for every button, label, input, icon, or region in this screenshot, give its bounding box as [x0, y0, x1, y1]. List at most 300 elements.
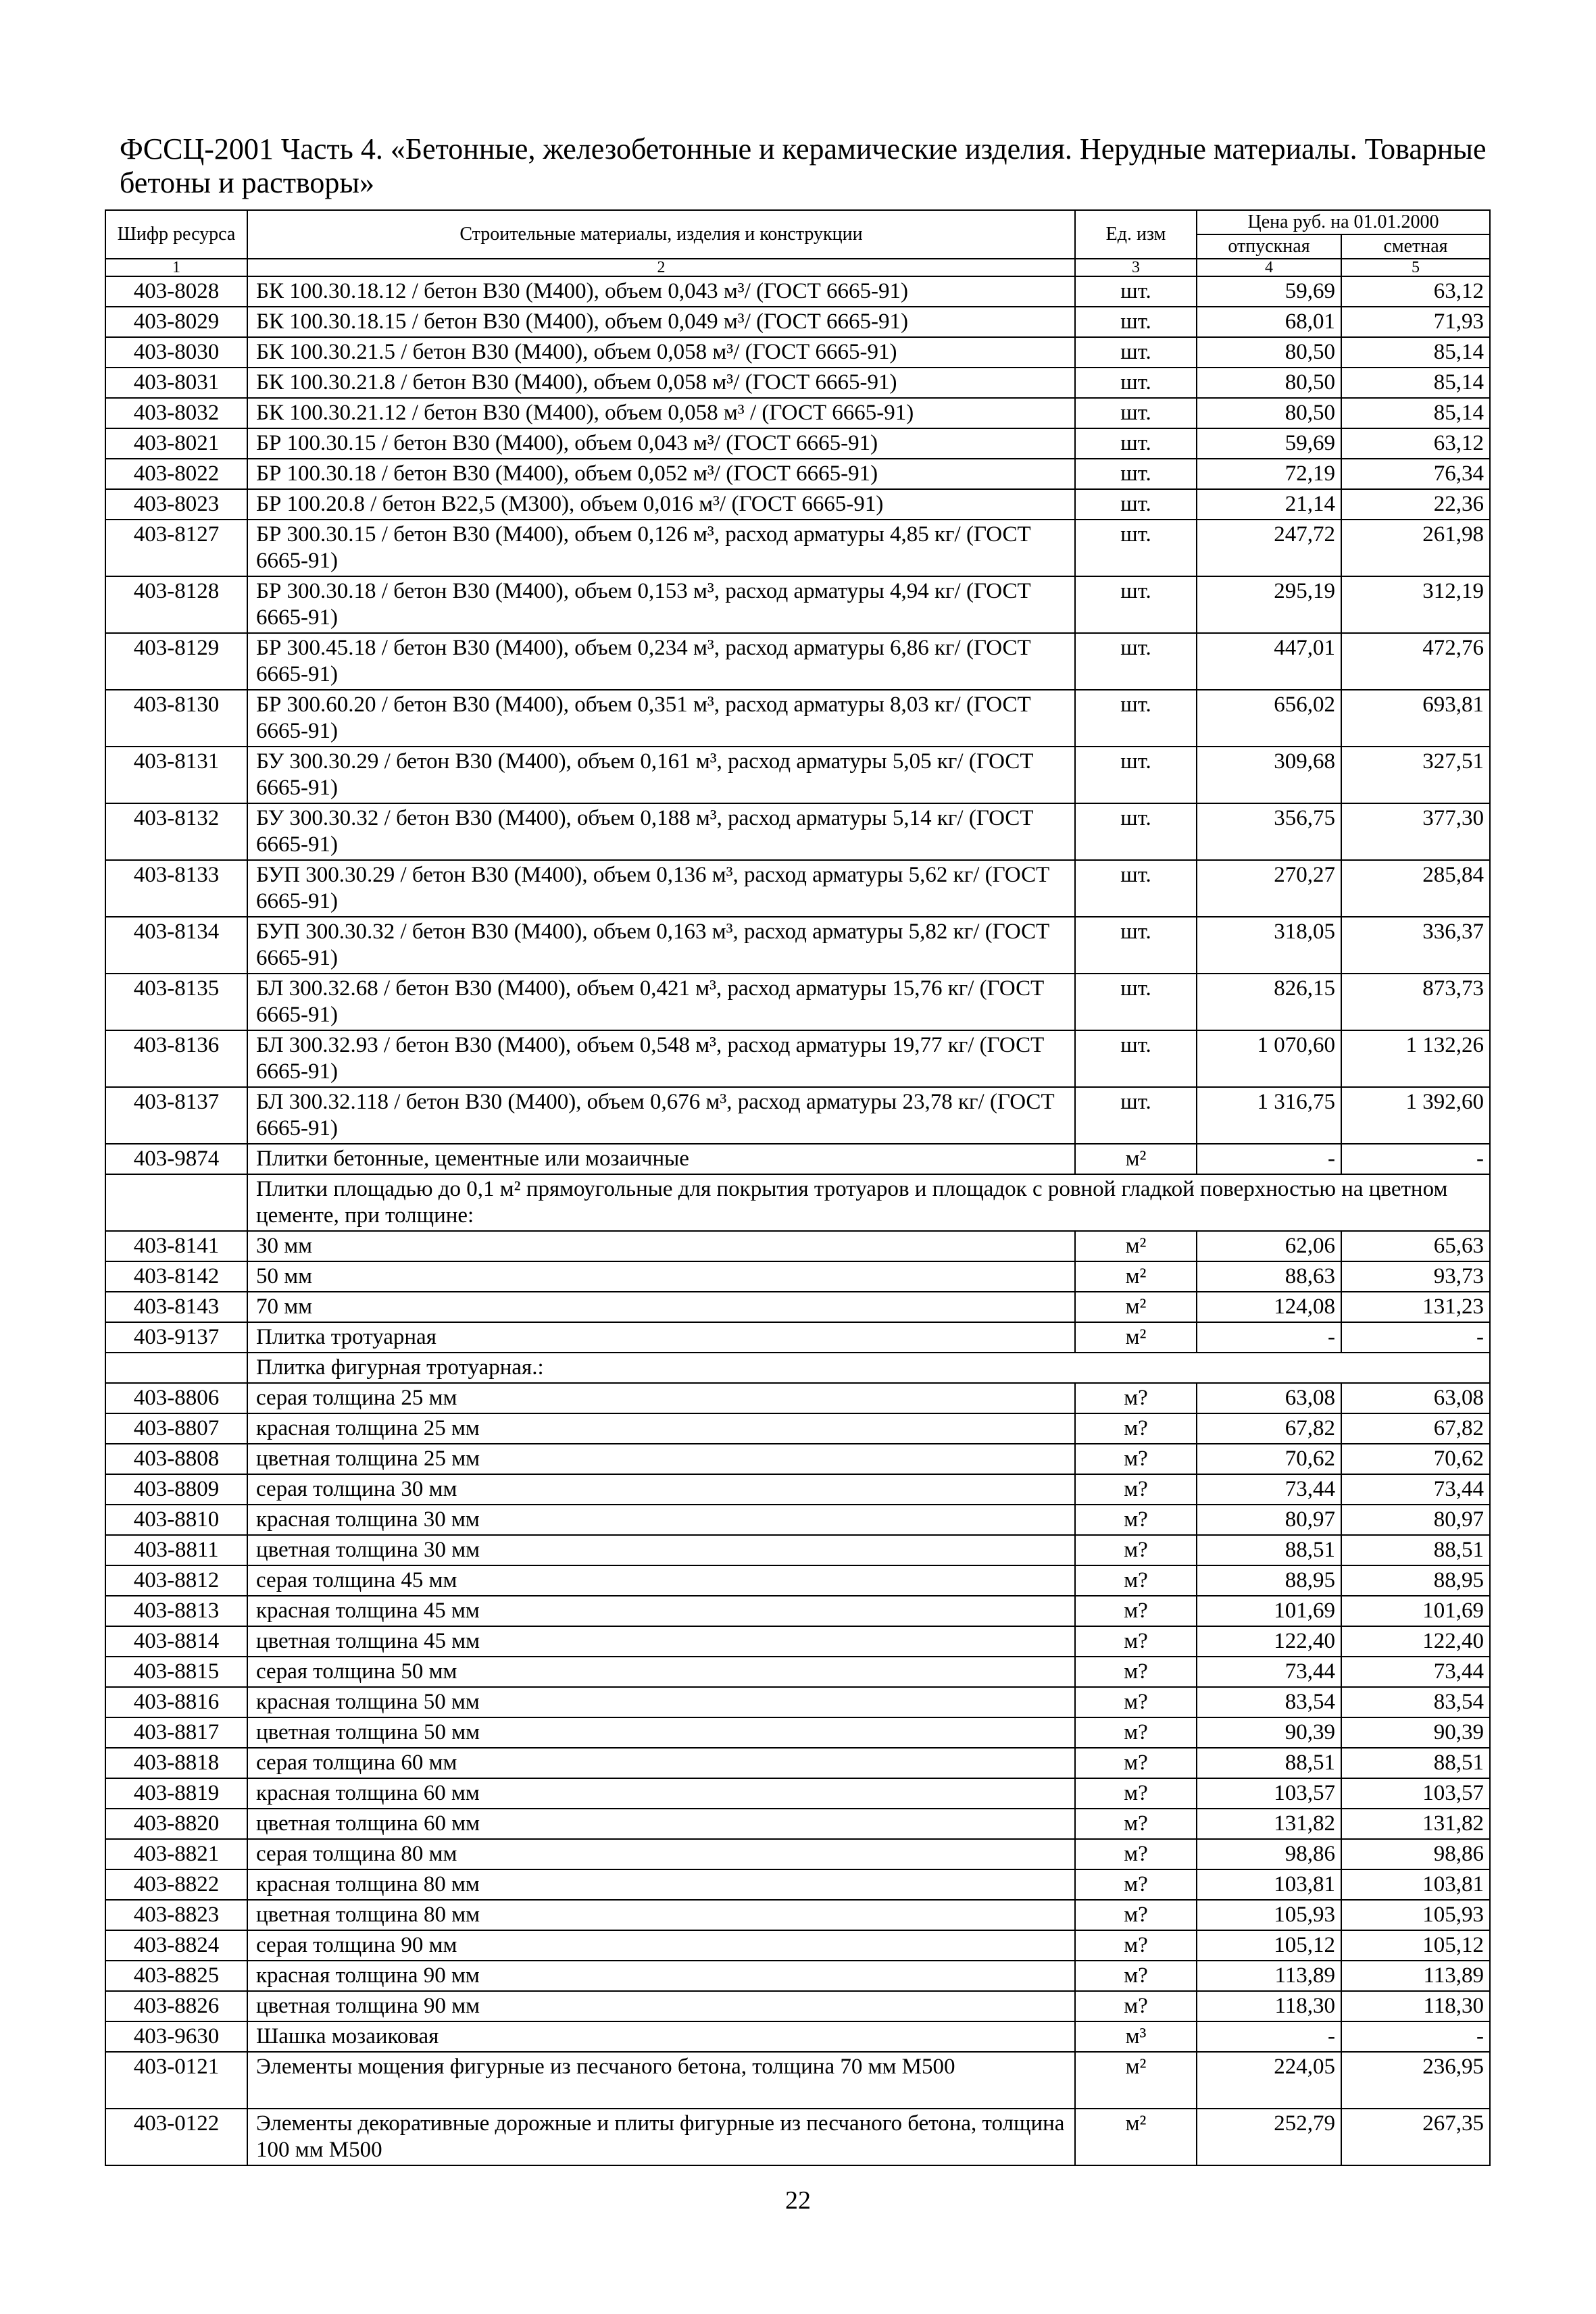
resource-code: 403-8811	[105, 1535, 247, 1565]
section-heading: Плитка фигурная тротуарная.:	[247, 1353, 1490, 1383]
estimate-price: 131,82	[1341, 1809, 1490, 1839]
retail-price: 80,50	[1197, 368, 1341, 398]
table-row	[105, 1687, 1490, 1717]
unit: шт.	[1075, 307, 1197, 337]
item-name: цветная толщина 80 мм	[247, 1900, 1075, 1930]
table-row	[105, 1596, 1490, 1626]
retail-price: 98,86	[1197, 1839, 1341, 1869]
unit: м?	[1075, 1809, 1197, 1839]
item-name: БК 100.30.18.12 / бетон В30 (М400), объем 0,043 м³/ (ГОСТ 6665-91)	[247, 276, 1075, 307]
table-row	[105, 398, 1490, 428]
item-name: серая толщина 50 мм	[247, 1657, 1075, 1687]
estimate-price: -	[1341, 1144, 1490, 1174]
retail-price: 118,30	[1197, 1991, 1341, 2021]
resource-code: 403-8815	[105, 1657, 247, 1687]
table-row	[105, 368, 1490, 398]
unit: м?	[1075, 1626, 1197, 1657]
resource-code: 403-8813	[105, 1596, 247, 1626]
table-row	[105, 1869, 1490, 1900]
unit: м²	[1075, 2052, 1197, 2109]
retail-price: 80,50	[1197, 337, 1341, 368]
table-row	[105, 489, 1490, 520]
table-row	[105, 1961, 1490, 1991]
retail-price: 656,02	[1197, 690, 1341, 747]
estimate-price: 98,86	[1341, 1839, 1490, 1869]
retail-price: 88,95	[1197, 1565, 1341, 1596]
retail-price: 73,44	[1197, 1657, 1341, 1687]
estimate-price: 63,12	[1341, 276, 1490, 307]
retail-price: 356,75	[1197, 803, 1341, 860]
retail-price: 252,79	[1197, 2109, 1341, 2165]
table-row	[105, 2109, 1490, 2165]
header-name: Строительные материалы, изделия и конструкции	[247, 210, 1075, 259]
resource-code: 403-8133	[105, 860, 247, 917]
header-retail: отпускная	[1197, 234, 1341, 259]
item-name: БЛ 300.32.118 / бетон В30 (М400), объем 0,676 м³, расход арматуры 23,78 кг/ (ГОСТ 6665-91)	[247, 1087, 1075, 1144]
table-row	[105, 1322, 1490, 1353]
unit: шт.	[1075, 633, 1197, 690]
table-row	[105, 974, 1490, 1030]
estimate-price: 103,81	[1341, 1869, 1490, 1900]
resource-code: 403-8029	[105, 307, 247, 337]
retail-price: 224,05	[1197, 2052, 1341, 2109]
item-name: красная толщина 30 мм	[247, 1505, 1075, 1535]
retail-price: -	[1197, 2021, 1341, 2052]
empty-cell	[105, 1353, 247, 1383]
retail-price: 101,69	[1197, 1596, 1341, 1626]
estimate-price: 105,12	[1341, 1930, 1490, 1961]
unit: м²	[1075, 1322, 1197, 1353]
unit: шт.	[1075, 459, 1197, 489]
retail-price: 59,69	[1197, 276, 1341, 307]
table-row	[105, 1535, 1490, 1565]
estimate-price: 1 132,26	[1341, 1030, 1490, 1087]
retail-price: -	[1197, 1322, 1341, 1353]
estimate-price: 90,39	[1341, 1717, 1490, 1748]
retail-price: 80,97	[1197, 1505, 1341, 1535]
estimate-price: 71,93	[1341, 307, 1490, 337]
table-row	[105, 1505, 1490, 1535]
unit: шт.	[1075, 398, 1197, 428]
estimate-price: -	[1341, 2021, 1490, 2052]
resource-code: 403-8141	[105, 1231, 247, 1261]
unit: шт.	[1075, 747, 1197, 803]
table-row	[105, 1657, 1490, 1687]
unit: м?	[1075, 1383, 1197, 1413]
retail-price: 105,12	[1197, 1930, 1341, 1961]
retail-price: 62,06	[1197, 1231, 1341, 1261]
item-name: красная толщина 50 мм	[247, 1687, 1075, 1717]
estimate-price: 377,30	[1341, 803, 1490, 860]
unit: м?	[1075, 1687, 1197, 1717]
item-name: 70 мм	[247, 1292, 1075, 1322]
estimate-price: 73,44	[1341, 1474, 1490, 1505]
item-name: БР 300.30.18 / бетон В30 (М400), объем 0,153 м³, расход арматуры 4,94 кг/ (ГОСТ 6665-91)	[247, 576, 1075, 633]
table-row	[105, 1383, 1490, 1413]
retail-price: 309,68	[1197, 747, 1341, 803]
estimate-price: 85,14	[1341, 398, 1490, 428]
unit: м?	[1075, 1657, 1197, 1687]
item-name: цветная толщина 50 мм	[247, 1717, 1075, 1748]
table-row	[105, 2021, 1490, 2052]
retail-price: 270,27	[1197, 860, 1341, 917]
unit: м?	[1075, 1930, 1197, 1961]
retail-price: -	[1197, 1144, 1341, 1174]
unit: шт.	[1075, 690, 1197, 747]
estimate-price: 327,51	[1341, 747, 1490, 803]
table-row	[105, 1144, 1490, 1174]
retail-price: 1 316,75	[1197, 1087, 1341, 1144]
item-name: 30 мм	[247, 1231, 1075, 1261]
resource-code: 403-8818	[105, 1748, 247, 1778]
unit: шт.	[1075, 489, 1197, 520]
estimate-price: 873,73	[1341, 974, 1490, 1030]
item-name: серая толщина 60 мм	[247, 1748, 1075, 1778]
item-name: серая толщина 80 мм	[247, 1839, 1075, 1869]
estimate-price: 76,34	[1341, 459, 1490, 489]
item-name: цветная толщина 30 мм	[247, 1535, 1075, 1565]
resource-code: 403-8028	[105, 276, 247, 307]
estimate-price: 103,57	[1341, 1778, 1490, 1809]
table-row	[105, 1900, 1490, 1930]
document-title: ФССЦ-2001 Часть 4. «Бетонные, железобетонные и керамические изделия. Нерудные материалы. Товарные бетоны и растворы»	[120, 132, 1487, 199]
table-row	[105, 337, 1490, 368]
retail-price: 113,89	[1197, 1961, 1341, 1991]
estimate-price: 336,37	[1341, 917, 1490, 974]
item-name: Шашка мозаиковая	[247, 2021, 1075, 2052]
estimate-price: 1 392,60	[1341, 1087, 1490, 1144]
retail-price: 124,08	[1197, 1292, 1341, 1322]
estimate-price: 261,98	[1341, 520, 1490, 576]
unit: шт.	[1075, 917, 1197, 974]
resource-code: 403-8816	[105, 1687, 247, 1717]
header-code: Шифр ресурса	[105, 210, 247, 259]
item-name: красная толщина 80 мм	[247, 1869, 1075, 1900]
retail-price: 103,57	[1197, 1778, 1341, 1809]
page-number: 22	[785, 2186, 811, 2215]
resource-code: 403-8134	[105, 917, 247, 974]
item-name: 50 мм	[247, 1261, 1075, 1292]
unit: м²	[1075, 1231, 1197, 1261]
item-name: БР 100.30.18 / бетон В30 (М400), объем 0,052 м³/ (ГОСТ 6665-91)	[247, 459, 1075, 489]
table-row	[105, 1991, 1490, 2021]
unit: шт.	[1075, 803, 1197, 860]
item-name: БК 100.30.21.12 / бетон В30 (М400), объем 0,058 м³ / (ГОСТ 6665-91)	[247, 398, 1075, 428]
table-row	[105, 1261, 1490, 1292]
table-row	[105, 307, 1490, 337]
item-name: цветная толщина 25 мм	[247, 1444, 1075, 1474]
table-row	[105, 633, 1490, 690]
estimate-price: 73,44	[1341, 1657, 1490, 1687]
retail-price: 73,44	[1197, 1474, 1341, 1505]
empty-cell	[105, 1174, 247, 1231]
table-row	[105, 459, 1490, 489]
retail-price: 83,54	[1197, 1687, 1341, 1717]
estimate-price: 67,82	[1341, 1413, 1490, 1444]
section-heading: Плитки площадью до 0,1 м² прямоугольные для покрытия тротуаров и площадок с ровной гладкой поверхностью на цветном цементе, при толщине:	[247, 1174, 1490, 1231]
resource-code: 403-8130	[105, 690, 247, 747]
table-row	[105, 1444, 1490, 1474]
resource-code: 403-8810	[105, 1505, 247, 1535]
item-name: Элементы декоративные дорожные и плиты фигурные из песчаного бетона, толщина 100 мм М500	[247, 2109, 1075, 2165]
header-unit: Ед. изм	[1075, 210, 1197, 259]
estimate-price: -	[1341, 1322, 1490, 1353]
item-name: цветная толщина 45 мм	[247, 1626, 1075, 1657]
estimate-price: 105,93	[1341, 1900, 1490, 1930]
unit: м?	[1075, 1505, 1197, 1535]
resource-code: 403-0122	[105, 2109, 247, 2165]
unit: м?	[1075, 1961, 1197, 1991]
item-name: БК 100.30.21.8 / бетон В30 (М400), объем 0,058 м³/ (ГОСТ 6665-91)	[247, 368, 1075, 398]
table-row	[105, 1717, 1490, 1748]
table-row	[105, 1809, 1490, 1839]
item-name: БЛ 300.32.68 / бетон В30 (М400), объем 0,421 м³, расход арматуры 15,76 кг/ (ГОСТ 6665-91)	[247, 974, 1075, 1030]
item-name: БУП 300.30.32 / бетон В30 (М400), объем 0,163 м³, расход арматуры 5,82 кг/ (ГОСТ 6665-91)	[247, 917, 1075, 974]
item-name: красная толщина 25 мм	[247, 1413, 1075, 1444]
retail-price: 447,01	[1197, 633, 1341, 690]
resource-code: 403-8825	[105, 1961, 247, 1991]
resource-code: 403-8821	[105, 1839, 247, 1869]
table-row	[105, 747, 1490, 803]
retail-price: 105,93	[1197, 1900, 1341, 1930]
resource-code: 403-8812	[105, 1565, 247, 1596]
table-row	[105, 520, 1490, 576]
resource-code: 403-8817	[105, 1717, 247, 1748]
resource-code: 403-8807	[105, 1413, 247, 1444]
table-row	[105, 1839, 1490, 1869]
retail-price: 88,51	[1197, 1535, 1341, 1565]
estimate-price: 80,97	[1341, 1505, 1490, 1535]
header-estimate: сметная	[1341, 234, 1490, 259]
table-row	[105, 1030, 1490, 1087]
retail-price: 90,39	[1197, 1717, 1341, 1748]
estimate-price: 85,14	[1341, 368, 1490, 398]
unit: м?	[1075, 1717, 1197, 1748]
retail-price: 68,01	[1197, 307, 1341, 337]
resource-code: 403-8131	[105, 747, 247, 803]
unit: шт.	[1075, 337, 1197, 368]
resource-code: 403-8822	[105, 1869, 247, 1900]
table-row	[105, 860, 1490, 917]
unit: м²	[1075, 1261, 1197, 1292]
retail-price: 67,82	[1197, 1413, 1341, 1444]
estimate-price: 101,69	[1341, 1596, 1490, 1626]
retail-price: 826,15	[1197, 974, 1341, 1030]
header-price-group: Цена руб. на 01.01.2000	[1197, 210, 1490, 234]
resource-code: 403-8820	[105, 1809, 247, 1839]
retail-price: 80,50	[1197, 398, 1341, 428]
unit: м?	[1075, 1535, 1197, 1565]
resource-code: 403-8136	[105, 1030, 247, 1087]
item-name: БК 100.30.21.5 / бетон В30 (М400), объем 0,058 м³/ (ГОСТ 6665-91)	[247, 337, 1075, 368]
table-row	[105, 1748, 1490, 1778]
resource-code: 403-8808	[105, 1444, 247, 1474]
estimate-price: 63,12	[1341, 428, 1490, 459]
unit: м²	[1075, 2109, 1197, 2165]
estimate-price: 70,62	[1341, 1444, 1490, 1474]
unit: м?	[1075, 1413, 1197, 1444]
estimate-price: 131,23	[1341, 1292, 1490, 1322]
item-name: Плитка тротуарная	[247, 1322, 1075, 1353]
item-name: БР 300.45.18 / бетон В30 (М400), объем 0,234 м³, расход арматуры 6,86 кг/ (ГОСТ 6665-91)	[247, 633, 1075, 690]
table-row	[105, 1930, 1490, 1961]
item-name: цветная толщина 60 мм	[247, 1809, 1075, 1839]
unit: шт.	[1075, 428, 1197, 459]
estimate-price: 236,95	[1341, 2052, 1490, 2109]
retail-price: 122,40	[1197, 1626, 1341, 1657]
item-name: Элементы мощения фигурные из песчаного бетона, толщина 70 мм М500	[247, 2052, 1075, 2109]
resource-code: 403-8142	[105, 1261, 247, 1292]
estimate-price: 118,30	[1341, 1991, 1490, 2021]
retail-price: 88,63	[1197, 1261, 1341, 1292]
item-name: серая толщина 45 мм	[247, 1565, 1075, 1596]
resource-code: 403-8022	[105, 459, 247, 489]
unit: м²	[1075, 1144, 1197, 1174]
retail-price: 131,82	[1197, 1809, 1341, 1839]
unit: м?	[1075, 1444, 1197, 1474]
estimate-price: 122,40	[1341, 1626, 1490, 1657]
item-name: красная толщина 90 мм	[247, 1961, 1075, 1991]
table-row	[105, 1087, 1490, 1144]
unit: шт.	[1075, 1087, 1197, 1144]
resource-code: 403-8826	[105, 1991, 247, 2021]
unit: шт.	[1075, 860, 1197, 917]
table-row	[105, 428, 1490, 459]
retail-price: 72,19	[1197, 459, 1341, 489]
resource-code: 403-8023	[105, 489, 247, 520]
resource-code: 403-8021	[105, 428, 247, 459]
estimate-price: 285,84	[1341, 860, 1490, 917]
resource-code: 403-0121	[105, 2052, 247, 2109]
retail-price: 88,51	[1197, 1748, 1341, 1778]
resource-code: 403-8137	[105, 1087, 247, 1144]
unit: м²	[1075, 1292, 1197, 1322]
unit: шт.	[1075, 1030, 1197, 1087]
table-row	[105, 1626, 1490, 1657]
table-row	[105, 1565, 1490, 1596]
column-number: 3	[1075, 259, 1197, 276]
resource-code: 403-8129	[105, 633, 247, 690]
resource-code: 403-9137	[105, 1322, 247, 1353]
item-name: цветная толщина 90 мм	[247, 1991, 1075, 2021]
table-row	[105, 917, 1490, 974]
table-row	[105, 576, 1490, 633]
table-row	[105, 1778, 1490, 1809]
retail-price: 1 070,60	[1197, 1030, 1341, 1087]
item-name: БР 300.30.15 / бетон В30 (М400), объем 0,126 м³, расход арматуры 4,85 кг/ (ГОСТ 6665-91)	[247, 520, 1075, 576]
retail-price: 70,62	[1197, 1444, 1341, 1474]
retail-price: 247,72	[1197, 520, 1341, 576]
column-number: 2	[247, 259, 1075, 276]
estimate-price: 267,35	[1341, 2109, 1490, 2165]
resource-code: 403-8819	[105, 1778, 247, 1809]
column-number: 4	[1197, 259, 1341, 276]
estimate-price: 88,95	[1341, 1565, 1490, 1596]
unit: шт.	[1075, 368, 1197, 398]
unit: м?	[1075, 1748, 1197, 1778]
table-row	[105, 1231, 1490, 1261]
unit: м?	[1075, 1991, 1197, 2021]
resource-code: 403-8143	[105, 1292, 247, 1322]
item-name: БР 100.30.15 / бетон В30 (М400), объем 0,043 м³/ (ГОСТ 6665-91)	[247, 428, 1075, 459]
retail-price: 63,08	[1197, 1383, 1341, 1413]
item-name: БЛ 300.32.93 / бетон В30 (М400), объем 0,548 м³, расход арматуры 19,77 кг/ (ГОСТ 6665-91)	[247, 1030, 1075, 1087]
resource-code: 403-8031	[105, 368, 247, 398]
unit: м?	[1075, 1839, 1197, 1869]
estimate-price: 472,76	[1341, 633, 1490, 690]
resource-code: 403-8823	[105, 1900, 247, 1930]
column-number: 5	[1341, 259, 1490, 276]
unit: м?	[1075, 1778, 1197, 1809]
retail-price: 318,05	[1197, 917, 1341, 974]
unit: шт.	[1075, 576, 1197, 633]
retail-price: 59,69	[1197, 428, 1341, 459]
resource-code: 403-9630	[105, 2021, 247, 2052]
item-name: БУ 300.30.29 / бетон В30 (М400), объем 0,161 м³, расход арматуры 5,05 кг/ (ГОСТ 6665-91)	[247, 747, 1075, 803]
item-name: серая толщина 90 мм	[247, 1930, 1075, 1961]
estimate-price: 65,63	[1341, 1231, 1490, 1261]
resource-code: 403-8128	[105, 576, 247, 633]
section-row	[105, 1174, 1490, 1231]
table-header	[105, 210, 1490, 276]
resource-code: 403-8135	[105, 974, 247, 1030]
estimate-price: 63,08	[1341, 1383, 1490, 1413]
unit: м³	[1075, 2021, 1197, 2052]
item-name: БУ 300.30.32 / бетон В30 (М400), объем 0,188 м³, расход арматуры 5,14 кг/ (ГОСТ 6665-91)	[247, 803, 1075, 860]
item-name: серая толщина 25 мм	[247, 1383, 1075, 1413]
unit: шт.	[1075, 276, 1197, 307]
section-row	[105, 1353, 1490, 1383]
resource-code: 403-9874	[105, 1144, 247, 1174]
table-row	[105, 2052, 1490, 2109]
item-name: Плитки бетонные, цементные или мозаичные	[247, 1144, 1075, 1174]
estimate-price: 22,36	[1341, 489, 1490, 520]
column-numbers-row	[105, 259, 1490, 276]
unit: м?	[1075, 1869, 1197, 1900]
resource-code: 403-8809	[105, 1474, 247, 1505]
table-body	[105, 276, 1490, 2165]
resource-code: 403-8030	[105, 337, 247, 368]
resource-code: 403-8814	[105, 1626, 247, 1657]
retail-price: 295,19	[1197, 576, 1341, 633]
item-name: БК 100.30.18.15 / бетон В30 (М400), объем 0,049 м³/ (ГОСТ 6665-91)	[247, 307, 1075, 337]
item-name: красная толщина 45 мм	[247, 1596, 1075, 1626]
item-name: серая толщина 30 мм	[247, 1474, 1075, 1505]
estimate-price: 85,14	[1341, 337, 1490, 368]
item-name: БР 300.60.20 / бетон В30 (М400), объем 0,351 м³, расход арматуры 8,03 кг/ (ГОСТ 6665-91)	[247, 690, 1075, 747]
resource-code: 403-8824	[105, 1930, 247, 1961]
retail-price: 21,14	[1197, 489, 1341, 520]
column-number: 1	[105, 259, 247, 276]
estimate-price: 693,81	[1341, 690, 1490, 747]
unit: м?	[1075, 1900, 1197, 1930]
unit: шт.	[1075, 520, 1197, 576]
unit: м?	[1075, 1565, 1197, 1596]
item-name: красная толщина 60 мм	[247, 1778, 1075, 1809]
retail-price: 103,81	[1197, 1869, 1341, 1900]
estimate-price: 88,51	[1341, 1748, 1490, 1778]
unit: шт.	[1075, 974, 1197, 1030]
estimate-price: 93,73	[1341, 1261, 1490, 1292]
resource-code: 403-8132	[105, 803, 247, 860]
unit: м?	[1075, 1596, 1197, 1626]
item-name: БУП 300.30.29 / бетон В30 (М400), объем 0,136 м³, расход арматуры 5,62 кг/ (ГОСТ 6665-91)	[247, 860, 1075, 917]
table-row	[105, 803, 1490, 860]
estimate-price: 312,19	[1341, 576, 1490, 633]
price-table	[105, 209, 1491, 2166]
table-row	[105, 1292, 1490, 1322]
resource-code: 403-8032	[105, 398, 247, 428]
